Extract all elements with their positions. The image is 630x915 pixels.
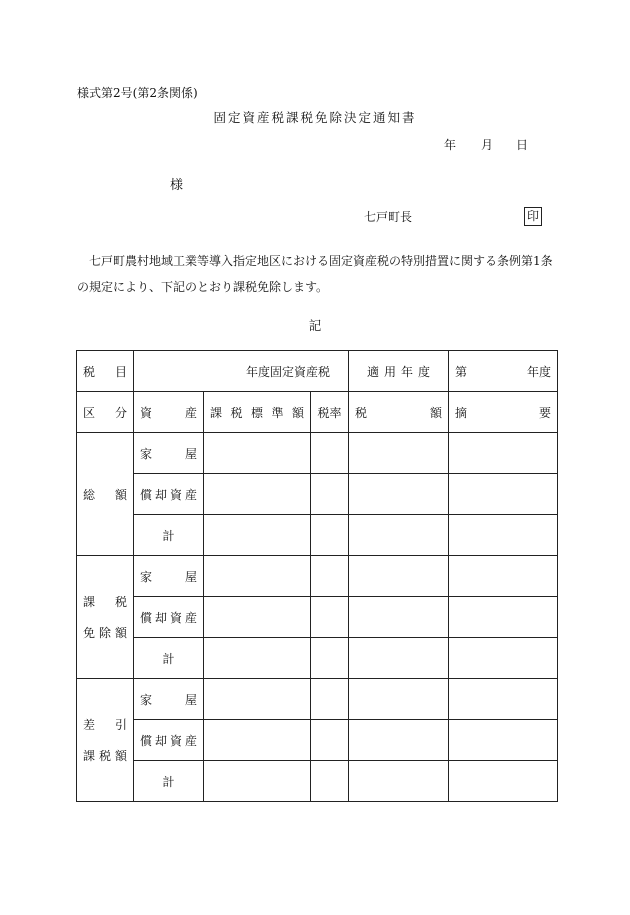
zeiritsu-cell[interactable] <box>311 597 349 638</box>
date-day-label: 日 <box>516 138 529 152</box>
asset-type-label: 計 <box>134 761 204 802</box>
cell-zeimoku: 税 目 <box>77 351 134 392</box>
zeiritsu-cell[interactable] <box>311 433 349 474</box>
zeigaku-cell[interactable] <box>349 679 449 720</box>
header-zeigaku: 税 額 <box>349 392 449 433</box>
zeiritsu-cell[interactable] <box>311 556 349 597</box>
kazei-hyojun-cell[interactable] <box>204 638 311 679</box>
table-row <box>77 597 558 638</box>
seal-mark: 印 <box>524 207 542 226</box>
zeiritsu-cell[interactable] <box>311 679 349 720</box>
zeigaku-cell[interactable] <box>349 433 449 474</box>
tekiyo-cell[interactable] <box>449 597 558 638</box>
ki-heading: 記 <box>308 318 322 333</box>
zeiritsu-cell[interactable] <box>311 638 349 679</box>
date-month-label: 月 <box>481 138 494 152</box>
zeigaku-cell[interactable] <box>349 556 449 597</box>
tekiyo-cell[interactable] <box>449 638 558 679</box>
asset-type-label: 償 却 資 産 <box>134 720 204 761</box>
kazei-hyojun-cell[interactable] <box>204 679 311 720</box>
cell-fiscal-year-tax: 年度固定資産税 <box>134 351 349 392</box>
tekiyo-cell[interactable] <box>449 679 558 720</box>
kazei-hyojun-cell[interactable] <box>204 720 311 761</box>
tekiyo-cell[interactable] <box>449 515 558 556</box>
table-row <box>77 474 558 515</box>
table-row <box>77 761 558 802</box>
zeiritsu-cell[interactable] <box>311 720 349 761</box>
table-row <box>77 720 558 761</box>
kazei-hyojun-cell[interactable] <box>204 556 311 597</box>
table-row <box>77 679 558 720</box>
date-year-label: 年 <box>444 138 457 152</box>
table-row <box>77 515 558 556</box>
asset-type-label: 計 <box>134 515 204 556</box>
kazei-hyojun-cell[interactable] <box>204 761 311 802</box>
header-tekiyo: 摘 要 <box>449 392 558 433</box>
body-text: 七戸町農村地域工業等導入指定地区における固定資産税の特別措置に関する条例第1条の規定により、下記のとおり課税免除します。 <box>77 254 553 294</box>
asset-type-label: 償 却 資 産 <box>134 474 204 515</box>
zeigaku-cell[interactable] <box>349 720 449 761</box>
group-label: 総 額 <box>77 433 134 556</box>
table-row <box>77 556 558 597</box>
tekiyo-cell[interactable] <box>449 556 558 597</box>
cell-year-number: 第 年度 <box>449 351 558 392</box>
asset-type-label: 家 屋 <box>134 433 204 474</box>
cell-applicable-year: 適 用 年 度 <box>349 351 449 392</box>
table-row-tax-item <box>77 351 558 392</box>
issuer-name: 七戸町長 <box>364 210 413 224</box>
asset-type-label: 家 屋 <box>134 556 204 597</box>
header-zeiritsu: 税率 <box>311 392 349 433</box>
group-label: 差 引 課 税 額 <box>77 679 134 802</box>
header-shisan: 資 産 <box>134 392 204 433</box>
tekiyo-cell[interactable] <box>449 761 558 802</box>
tekiyo-cell[interactable] <box>449 720 558 761</box>
asset-type-label: 償 却 資 産 <box>134 597 204 638</box>
tax-exemption-table <box>76 350 558 802</box>
zeigaku-cell[interactable] <box>349 515 449 556</box>
zeigaku-cell[interactable] <box>349 597 449 638</box>
table-row <box>77 433 558 474</box>
zeiritsu-cell[interactable] <box>311 761 349 802</box>
kazei-hyojun-cell[interactable] <box>204 433 311 474</box>
table-row <box>77 638 558 679</box>
header-kazei-hyojun: 課 税 標 準 額 <box>204 392 311 433</box>
zeiritsu-cell[interactable] <box>311 515 349 556</box>
tekiyo-cell[interactable] <box>449 433 558 474</box>
zeigaku-cell[interactable] <box>349 474 449 515</box>
asset-type-label: 計 <box>134 638 204 679</box>
zeigaku-cell[interactable] <box>349 761 449 802</box>
addressee-suffix: 様 <box>170 178 184 193</box>
kazei-hyojun-cell[interactable] <box>204 474 311 515</box>
kazei-hyojun-cell[interactable] <box>204 515 311 556</box>
form-number: 様式第2号(第2条関係) <box>77 86 198 100</box>
group-label: 課 税 免 除 額 <box>77 556 134 679</box>
table-row-header <box>77 392 558 433</box>
document-title: 固定資産税課税免除決定通知書 <box>213 110 417 125</box>
zeiritsu-cell[interactable] <box>311 474 349 515</box>
kazei-hyojun-cell[interactable] <box>204 597 311 638</box>
zeigaku-cell[interactable] <box>349 638 449 679</box>
asset-type-label: 家 屋 <box>134 679 204 720</box>
tekiyo-cell[interactable] <box>449 474 558 515</box>
header-kubun: 区 分 <box>77 392 134 433</box>
